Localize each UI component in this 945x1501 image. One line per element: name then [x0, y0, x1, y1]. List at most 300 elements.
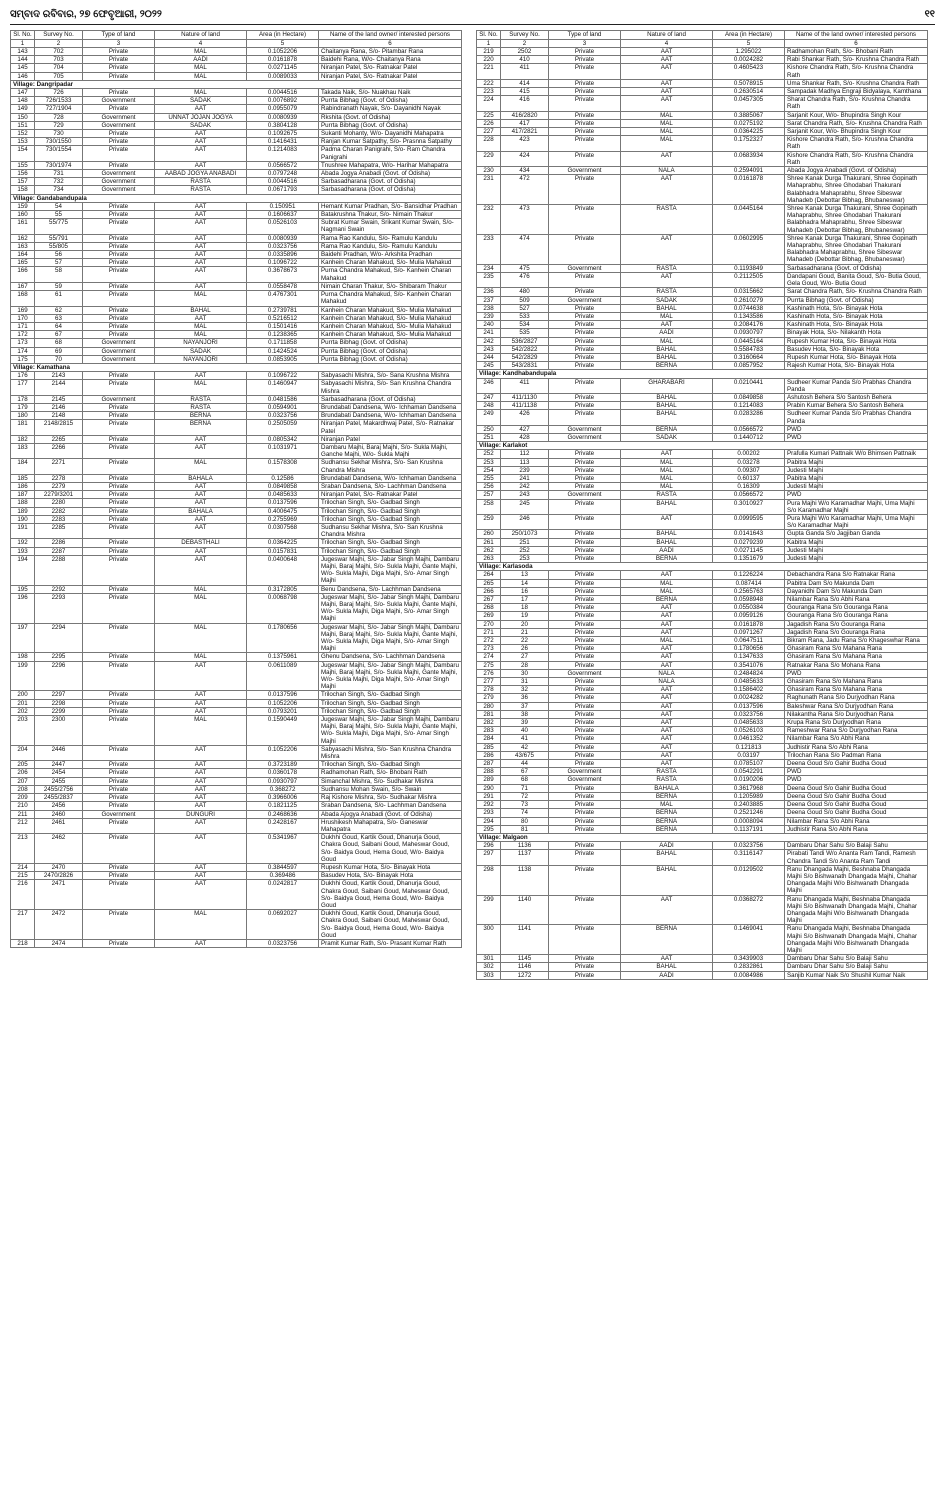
land-type-cell: Private	[549, 119, 621, 127]
land-type-cell: Private	[83, 403, 155, 411]
land-nature-cell: MAL	[621, 483, 713, 491]
owner-name-cell: Rabi Shankar Rath, S/o- Krushna Chandra Rath	[785, 56, 928, 64]
survey-no-cell: 17	[501, 596, 549, 604]
owner-name-cell: Pabitra Majhi	[785, 474, 928, 482]
table-row	[477, 702, 928, 710]
area-cell: 0.2112505	[713, 272, 785, 287]
land-type-cell: Private	[549, 760, 621, 768]
survey-no-cell: 63	[35, 314, 83, 322]
sl-no-cell: 264	[477, 571, 501, 579]
survey-no-cell: 251	[501, 538, 549, 546]
area-cell: 1.295022	[713, 48, 785, 56]
sl-no-cell: 249	[477, 410, 501, 425]
land-nature-cell: AAT	[155, 314, 247, 322]
owner-name-cell: Brundabati Dandsena, W/o- Ichhaman Dandsena	[319, 412, 462, 420]
land-nature-cell: MAL	[155, 593, 247, 623]
table-row	[11, 412, 462, 420]
land-type-cell: Private	[83, 474, 155, 482]
col-header: Nature of land	[621, 31, 713, 40]
area-cell: 0.0364225	[713, 128, 785, 136]
table-row	[477, 353, 928, 361]
area-cell: 0.0999595	[713, 514, 785, 529]
sl-no-cell: 274	[477, 653, 501, 661]
owner-name-cell: Tnushree Mahapatra, W/o- Harihar Mahapatra	[319, 161, 462, 169]
land-type-cell: Private	[549, 735, 621, 743]
owner-name-cell: Ghasiram Rana S/o Mahana Rana	[785, 686, 928, 694]
land-nature-cell: AAT	[155, 872, 247, 880]
land-type-cell: Government	[83, 178, 155, 186]
table-row	[11, 97, 462, 105]
table-row	[11, 661, 462, 691]
survey-no-cell: 2456	[35, 802, 83, 810]
area-cell: 0.12586	[247, 474, 319, 482]
table-row	[477, 669, 928, 677]
land-nature-cell: AAT	[155, 499, 247, 507]
owner-name-cell: Abada Ajogya Anabadi (Govt. of Odisha)	[319, 810, 462, 818]
owner-name-cell: Hemant Kumar Pradhan, S/o- Bansidhar Pradhan	[319, 202, 462, 210]
survey-no-cell: 73	[501, 801, 549, 809]
owner-name-cell: Nilambar Rana S/o Abhi Rana	[785, 596, 928, 604]
survey-no-cell: 37	[501, 702, 549, 710]
land-nature-cell: MAL	[155, 653, 247, 661]
table-row	[477, 719, 928, 727]
survey-no-cell: 2288	[35, 555, 83, 585]
owner-name-cell: Dambaru Dhar Sahu S/o Balaji Sahu	[785, 842, 928, 850]
survey-no-cell: 2470/2826	[35, 872, 83, 880]
area-cell: 0.1343586	[713, 312, 785, 320]
sl-no-cell: 158	[11, 186, 35, 194]
owner-name-cell: Sarat Chandra Rath, S/o- Krushna Chandra Rath	[785, 288, 928, 296]
area-cell: 0.0024282	[713, 56, 785, 64]
table-row	[11, 653, 462, 661]
area-cell: 0.0566572	[247, 161, 319, 169]
land-nature-cell: AADI	[621, 971, 713, 979]
area-cell: 0.2084176	[713, 321, 785, 329]
area-cell: 0.1214083	[713, 402, 785, 410]
owner-name-cell: Sarat Chandra Rath, S/o- Krushna Chandra Rath	[785, 119, 928, 127]
land-nature-cell: AAT	[621, 79, 713, 87]
owner-name-cell: Sraban Dandsena, S/o- Lachhman Dandsena	[319, 482, 462, 490]
area-cell: 0.1586402	[713, 686, 785, 694]
area-cell: 0.3966006	[247, 794, 319, 802]
sl-no-cell: 164	[11, 251, 35, 259]
survey-no-cell: 74	[501, 809, 549, 817]
survey-no-cell: 2296	[35, 661, 83, 691]
land-type-cell: Private	[549, 702, 621, 710]
survey-no-cell: 19	[501, 612, 549, 620]
sl-no-cell: 256	[477, 483, 501, 491]
land-type-cell: Private	[549, 645, 621, 653]
owner-name-cell: Sraban Dandsena, S/o- Lachhman Dandsena	[319, 802, 462, 810]
land-type-cell: Private	[549, 792, 621, 800]
village-heading: Village: Malgaon	[477, 833, 928, 841]
survey-no-cell: 61	[35, 291, 83, 306]
area-cell: 0.0161878	[713, 175, 785, 205]
table-row	[477, 345, 928, 353]
owner-name-cell: PWD	[785, 491, 928, 499]
area-cell: 0.0692027	[247, 910, 319, 940]
sl-no-cell: 281	[477, 710, 501, 718]
area-cell: 0.0080939	[247, 113, 319, 121]
land-type-cell: Private	[83, 910, 155, 940]
table-row	[11, 355, 462, 363]
area-cell: 0.1375961	[247, 653, 319, 661]
area-cell: 0.3678673	[247, 267, 319, 282]
sl-no-cell: 262	[477, 546, 501, 554]
table-row	[477, 96, 928, 111]
sl-no-cell: 285	[477, 743, 501, 751]
land-type-cell: Private	[549, 653, 621, 661]
owner-name-cell: Jugeswar Majhi, S/o- Jabar Singh Majhi, Dambaru Majhi, Baraj Majhi, S/o- Sukla Majhi, Gante Majhi, W/o- Sukla Majhi, Diga Majhi, S/o- Amar Singh Majhi	[319, 555, 462, 585]
area-cell: 0.3804128	[247, 121, 319, 129]
land-nature-cell: BAHAL	[621, 345, 713, 353]
sl-no-cell: 291	[477, 792, 501, 800]
land-type-cell: Private	[83, 412, 155, 420]
land-nature-cell: MAL	[155, 291, 247, 306]
page-number: ୧୧	[924, 8, 935, 20]
owner-name-cell: Padma Charan Panigrahi, S/o- Ram Chandra Panigrahi	[319, 146, 462, 161]
village-heading: Village: Karlakot	[477, 442, 928, 450]
area-cell: 0.2403885	[713, 801, 785, 809]
col-header: Area (in Hectare)	[713, 31, 785, 40]
area-cell: 0.087414	[713, 579, 785, 587]
owner-name-cell: Gupta Ganda S/o Jagjiban Ganda	[785, 530, 928, 538]
area-cell: 0.3541076	[713, 661, 785, 669]
sl-no-cell: 188	[11, 499, 35, 507]
land-type-cell: Private	[549, 362, 621, 370]
area-cell: 0.0849858	[247, 482, 319, 490]
col-number: 5	[713, 39, 785, 48]
survey-no-cell: 414	[501, 79, 549, 87]
sl-no-cell: 227	[477, 128, 501, 136]
table-row	[11, 593, 462, 623]
land-nature-cell: BAHAL	[621, 530, 713, 538]
area-cell: 0.0857952	[713, 362, 785, 370]
table-row	[11, 72, 462, 80]
land-nature-cell: AAT	[621, 645, 713, 653]
table-row	[11, 178, 462, 186]
owner-name-cell: Niranjan Patel, S/o- Ratnakar Patel	[319, 64, 462, 72]
owner-name-cell: Baidehi Rana, W/o- Chaitanya Rana	[319, 56, 462, 64]
area-cell: 0.0461352	[713, 735, 785, 743]
survey-no-cell: 2293	[35, 593, 83, 623]
table-row	[11, 314, 462, 322]
owner-name-cell: Kanhein Charan Mahakud, S/o- Mulia Mahakud	[319, 331, 462, 339]
table-row	[477, 234, 928, 264]
land-type-cell: Private	[549, 321, 621, 329]
land-nature-cell: MAL	[155, 459, 247, 474]
survey-no-cell: 1140	[501, 895, 549, 925]
owner-name-cell: Judesti Majhi	[785, 466, 928, 474]
village-heading-row	[477, 442, 928, 450]
table-row	[11, 146, 462, 161]
area-cell: 0.0161878	[247, 56, 319, 64]
survey-no-cell: 416	[501, 96, 549, 111]
table-row	[477, 963, 928, 971]
sl-no-cell: 284	[477, 735, 501, 743]
survey-no-cell: 72	[501, 792, 549, 800]
owner-name-cell: Ranu Dhangada Majhi, Beshnaba Dhangada Majhi S/o Bishwanath Dhangada Majhi, Chahar Dhangada Majhi W/o Bishwanath Dhangada Majhi	[785, 895, 928, 925]
sl-no-cell: 214	[11, 863, 35, 871]
area-cell: 0.3116147	[713, 850, 785, 865]
table-row	[11, 219, 462, 234]
col-header: Survey No.	[35, 31, 83, 40]
survey-no-cell: 2470	[35, 863, 83, 871]
table-row	[477, 865, 928, 895]
survey-no-cell: 527	[501, 304, 549, 312]
owner-name-cell: Ranu Dhangada Majhi, Beshnaba Dhangada Majhi S/o Bishwanath Dhangada Majhi, Chahar Dhangada Majhi W/o Bishwanath Dhangada Majhi	[785, 865, 928, 895]
land-nature-cell: BAHAL	[621, 304, 713, 312]
land-nature-cell: AADI	[621, 546, 713, 554]
owner-name-cell: Kashinath Hota, S/o- Binayak Hota	[785, 321, 928, 329]
area-cell: 0.0137596	[247, 691, 319, 699]
area-cell: 0.0157831	[247, 547, 319, 555]
table-row	[477, 205, 928, 235]
area-cell: 0.1752327	[713, 136, 785, 151]
land-type-cell: Private	[549, 96, 621, 111]
land-type-cell: Private	[83, 242, 155, 250]
survey-no-cell: 246	[501, 514, 549, 529]
owner-name-cell: Rkshita (Govt. of Odisha)	[319, 113, 462, 121]
col-header: Nature of land	[155, 31, 247, 40]
sl-no-cell: 211	[11, 810, 35, 818]
land-type-cell: Government	[83, 97, 155, 105]
survey-no-cell: 2271	[35, 459, 83, 474]
table-row	[477, 727, 928, 735]
sl-no-cell: 288	[477, 768, 501, 776]
col-number: 2	[35, 39, 83, 48]
land-nature-cell: AAT	[621, 653, 713, 661]
sl-no-cell: 146	[11, 72, 35, 80]
area-cell: 0.5341967	[247, 834, 319, 864]
land-type-cell: Private	[83, 699, 155, 707]
survey-no-cell: 2455/2837	[35, 794, 83, 802]
land-type-cell: Private	[549, 604, 621, 612]
table-row	[11, 267, 462, 282]
sl-no-cell: 263	[477, 555, 501, 563]
sl-no-cell: 275	[477, 661, 501, 669]
owner-name-cell: Sabyasachi Mishra, S/o- San Krushna Chandra Mishra	[319, 380, 462, 395]
owner-name-cell: Simanchal Mishra, S/o- Sudhakar Mishra	[319, 777, 462, 785]
sl-no-cell: 257	[477, 491, 501, 499]
survey-no-cell: 2297	[35, 691, 83, 699]
table-row	[477, 321, 928, 329]
land-type-cell: Private	[549, 661, 621, 669]
area-cell: 0.2832861	[713, 963, 785, 971]
survey-no-cell: 62	[35, 306, 83, 314]
table-number-row	[477, 39, 928, 48]
owner-name-cell: Sudheer Kumar Panda S/o Prabhas Chandra Panda	[785, 410, 928, 425]
land-nature-cell: AAT	[155, 707, 247, 715]
survey-no-cell: 2455/2756	[35, 785, 83, 793]
table-row	[477, 768, 928, 776]
owner-name-cell: Gouranga Rana S/o Gouranga Rana	[785, 612, 928, 620]
sl-no-cell: 222	[477, 79, 501, 87]
table-row	[11, 259, 462, 267]
area-cell: 0.3172805	[247, 585, 319, 593]
area-cell: 0.0364225	[247, 539, 319, 547]
survey-no-cell: 1138	[501, 865, 549, 895]
land-nature-cell: RASTA	[621, 205, 713, 235]
land-nature-cell: AAT	[155, 242, 247, 250]
table-body-right	[477, 48, 928, 980]
survey-no-cell: 730/1554	[35, 146, 83, 161]
sl-no-cell: 145	[11, 64, 35, 72]
sl-no-cell: 239	[477, 312, 501, 320]
owner-name-cell: Ranu Dhangada Majhi, Beshnaba Dhangada Majhi S/o Bishwanath Dhangada Majhi, Chahar Dhangada Majhi W/o Bishwanath Dhangada Majhi	[785, 925, 928, 955]
table-row	[477, 483, 928, 491]
table-row	[11, 64, 462, 72]
table-row	[11, 121, 462, 129]
sl-no-cell: 268	[477, 604, 501, 612]
sl-no-cell: 147	[11, 89, 35, 97]
sl-no-cell: 154	[11, 146, 35, 161]
survey-no-cell: 239	[501, 466, 549, 474]
sl-no-cell: 295	[477, 825, 501, 833]
land-type-cell: Private	[83, 306, 155, 314]
table-row	[477, 743, 928, 751]
land-nature-cell: AAT	[621, 895, 713, 925]
land-nature-cell: MAL	[621, 637, 713, 645]
land-type-cell: Private	[549, 809, 621, 817]
owner-name-cell: Sarbasadharana (Govt. of Odisha)	[319, 395, 462, 403]
land-type-cell: Private	[83, 138, 155, 146]
owner-name-cell: Rupesh Kumar Hota, S/o- Binayak Hota	[319, 863, 462, 871]
survey-no-cell: 20	[501, 620, 549, 628]
table-row	[11, 539, 462, 547]
table-row	[477, 111, 928, 119]
land-type-cell: Private	[83, 372, 155, 380]
area-cell: 0.0335896	[247, 251, 319, 259]
sl-no-cell: 259	[477, 514, 501, 529]
sl-no-cell: 174	[11, 347, 35, 355]
survey-no-cell: 28	[501, 661, 549, 669]
land-nature-cell: AAT	[155, 251, 247, 259]
owner-name-cell: Dayanidhi Dam S/o Makunda Dam	[785, 587, 928, 595]
owner-name-cell: Baidehi Pradhan, W/o- Arkshita Pradhan	[319, 251, 462, 259]
table-row	[11, 863, 462, 871]
owner-name-cell: Dukhhi Goud, Kartik Goud, Dhanurja Goud, Chakra Goud, Saibani Goud, Maheswar Goud, S/o- Baidya Goud, Hema Goud, W/o- Baidya Goud	[319, 880, 462, 910]
land-type-cell: Private	[549, 450, 621, 458]
sl-no-cell: 181	[11, 420, 35, 435]
area-cell: 0.1460947	[247, 380, 319, 395]
table-row	[11, 170, 462, 178]
owner-name-cell: Rupesh Kumar Hota, S/o- Binayak Hota	[785, 353, 928, 361]
owner-name-cell: Sampadak Madhya Engraji Bidyalaya, Kamthana	[785, 88, 928, 96]
land-nature-cell: DEBASTHALI	[155, 539, 247, 547]
sl-no-cell: 226	[477, 119, 501, 127]
land-nature-cell: BERNA	[155, 420, 247, 435]
area-cell: 0.0485633	[713, 719, 785, 727]
land-nature-cell: SADAK	[621, 433, 713, 441]
sl-no-cell: 219	[477, 48, 501, 56]
land-nature-cell: AAT	[621, 571, 713, 579]
owner-name-cell: Ghasiram Rana S/o Mahana Rana	[785, 678, 928, 686]
land-type-cell: Private	[83, 939, 155, 947]
survey-no-cell: 1145	[501, 955, 549, 963]
survey-no-cell: 534	[501, 321, 549, 329]
land-type-cell: Private	[549, 466, 621, 474]
sl-no-cell: 196	[11, 593, 35, 623]
survey-no-cell: 26	[501, 645, 549, 653]
col-number: 6	[319, 39, 462, 48]
owner-name-cell: Niranjan Patel, S/o- Ratnakar Patel	[319, 491, 462, 499]
owner-name-cell: Debachandra Rana S/o Ratnakar Rana	[785, 571, 928, 579]
land-type-cell: Private	[549, 151, 621, 166]
table-row	[11, 547, 462, 555]
sl-no-cell: 176	[11, 372, 35, 380]
table-row	[11, 306, 462, 314]
land-type-cell: Private	[549, 555, 621, 563]
sl-no-cell: 283	[477, 727, 501, 735]
table-row	[477, 792, 928, 800]
table-row	[11, 347, 462, 355]
village-heading: Village: Gandabandupala	[11, 194, 462, 202]
sl-no-cell: 247	[477, 393, 501, 401]
survey-no-cell: 14	[501, 579, 549, 587]
area-cell: 0.1238365	[247, 331, 319, 339]
survey-no-cell: 41	[501, 735, 549, 743]
table-row	[11, 482, 462, 490]
area-cell: 0.5584783	[713, 345, 785, 353]
sl-no-cell: 218	[11, 939, 35, 947]
land-type-cell: Private	[549, 925, 621, 955]
area-cell: 0.1052206	[247, 745, 319, 760]
col-header: Type of land	[83, 31, 155, 40]
area-cell: 0.1780656	[247, 623, 319, 653]
area-cell: 0.1469041	[713, 925, 785, 955]
land-type-cell: Government	[549, 425, 621, 433]
land-nature-cell: NAYANJORI	[155, 339, 247, 347]
sl-no-cell: 159	[11, 202, 35, 210]
owner-name-cell: Trilochan Rana S/o Padman Rana	[785, 751, 928, 759]
sl-no-cell: 165	[11, 259, 35, 267]
owner-name-cell: Shree Kanak Durga Thakurani, Shree Gopinath Mahaprabhu, Shree Ghodabari Thakurani Balabhadra Mahaprabhu, Shree Sibeswar Mahadeb (Debottar Bibhag, Bhubaneswar)	[785, 234, 928, 264]
survey-no-cell: 2265	[35, 435, 83, 443]
area-cell: 0.0849858	[713, 393, 785, 401]
land-nature-cell: AAT	[621, 694, 713, 702]
owner-name-cell: Kabitra Majhi	[785, 538, 928, 546]
owner-name-cell: Kanhein Charan Mahakud, S/o- Mulia Mahakud	[319, 259, 462, 267]
survey-no-cell: 726	[35, 89, 83, 97]
land-type-cell: Private	[549, 895, 621, 925]
area-cell: 0.3844597	[247, 863, 319, 871]
owner-name-cell: Deena Goud S/o Gahir Budha Goud	[785, 760, 928, 768]
land-nature-cell: MAL	[621, 128, 713, 136]
survey-no-cell: 38	[501, 710, 549, 718]
sl-no-cell: 234	[477, 264, 501, 272]
table-row	[11, 186, 462, 194]
owner-name-cell: PWD	[785, 425, 928, 433]
land-type-cell: Private	[83, 234, 155, 242]
survey-no-cell: 730/1550	[35, 138, 83, 146]
table-row	[477, 751, 928, 759]
survey-no-cell: 424	[501, 151, 549, 166]
table-row	[477, 272, 928, 287]
owner-name-cell: Jugeswar Majhi, S/o- Jabar Singh Majhi, Dambaru Majhi, Baraj Majhi, S/o- Sukla Majhi, Gante Majhi, W/o- Sukla Majhi, Diga Majhi, S/o- Amar Singh Majhi	[319, 593, 462, 623]
area-cell: 0.0853905	[247, 355, 319, 363]
sl-no-cell: 166	[11, 267, 35, 282]
table-row	[11, 105, 462, 113]
area-cell: 0.0542291	[713, 768, 785, 776]
area-cell: 0.0971267	[713, 628, 785, 636]
area-cell: 0.0930797	[713, 329, 785, 337]
table-row	[11, 113, 462, 121]
area-cell: 0.0271145	[247, 64, 319, 72]
land-nature-cell: AAT	[155, 785, 247, 793]
land-type-cell: Private	[83, 880, 155, 910]
land-type-cell: Private	[83, 777, 155, 785]
